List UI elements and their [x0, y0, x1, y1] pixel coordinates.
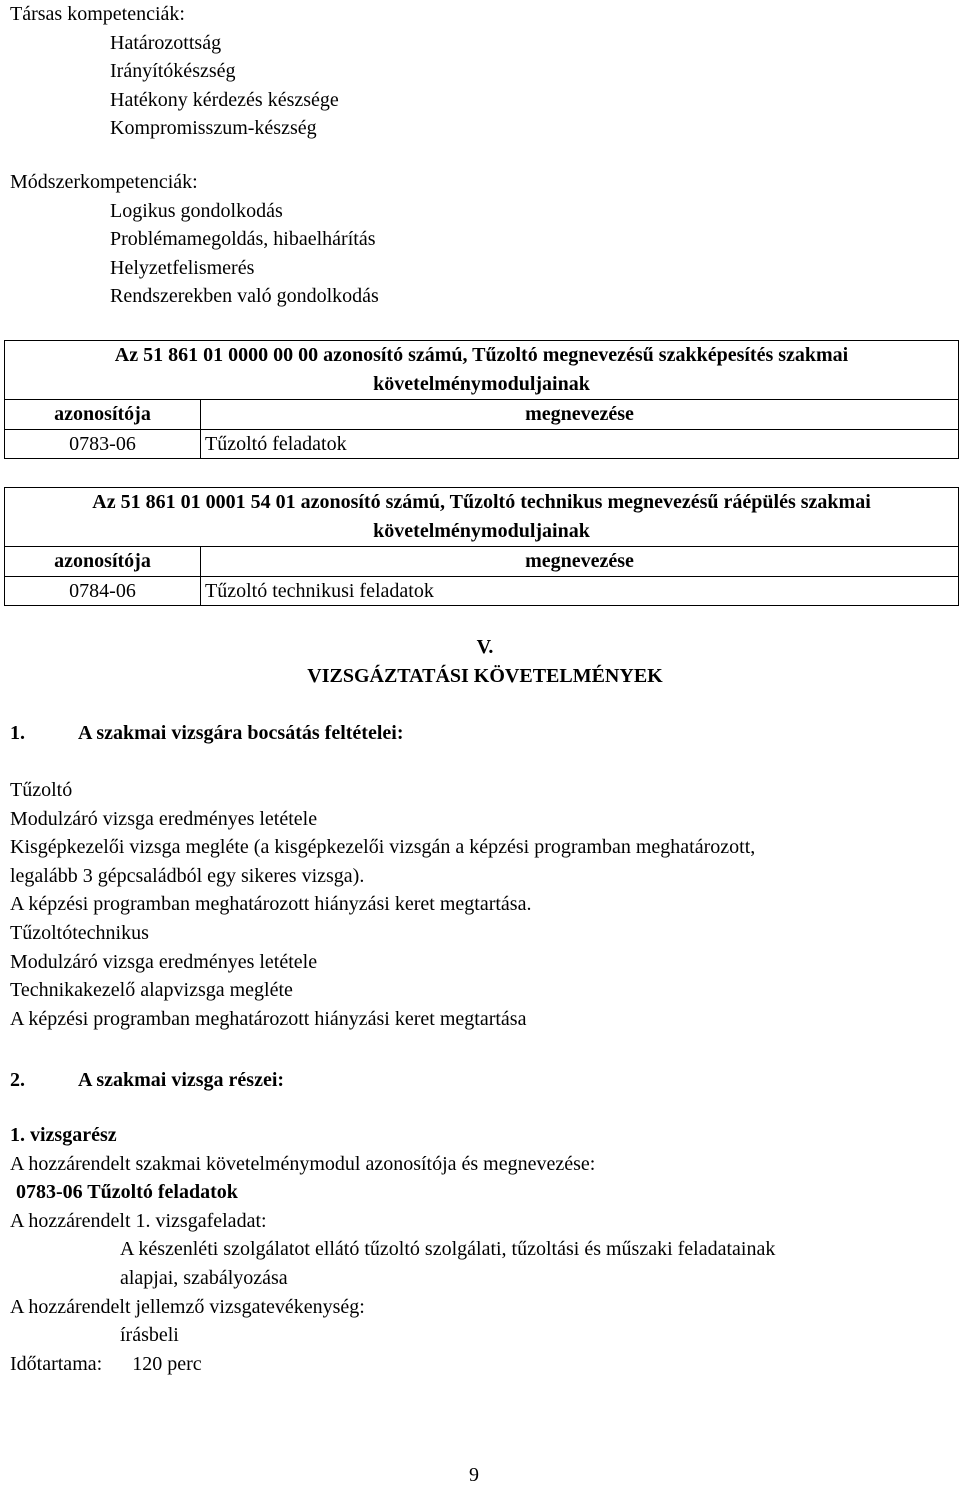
module-label: A hozzárendelt szakmai követelménymodul azonosítója és megnevezése: [10, 1152, 596, 1175]
list-item: Rendszerekben való gondolkodás [110, 285, 379, 308]
chapter-number: V. [476, 636, 494, 658]
list-item: legalább 3 gépcsaládból egy sikeres vizsga). [10, 864, 365, 887]
section-heading-1 [10, 719, 403, 748]
list-item: Modulzáró vizsga eredményes letétele [10, 950, 318, 973]
page-number: 9 [469, 1464, 479, 1486]
list-item: Technikakezelő alapvizsga megléte [10, 979, 293, 1002]
activity-label: A hozzárendelt jellemző vizsgatevékenység: [10, 1295, 365, 1318]
module-name: Tűzoltó technikusi feladatok [201, 576, 959, 606]
table-title: Az 51 861 01 0001 54 01 azonosító számú, Tűzoltó technikus megnevezésű ráépülés szakmai követelménymoduljainak [5, 488, 959, 547]
module-table-tuzolto [4, 340, 959, 459]
module-code: 0783-06 [5, 429, 201, 459]
exam-part-title: 1. vizsgarész [10, 1124, 117, 1146]
list-item: Problémamegoldás, hibaelhárítás [110, 228, 376, 251]
list-item: A képzési programban meghatározott hiányzási keret megtartása. [10, 893, 532, 916]
column-header-id: azonosítója [5, 547, 201, 577]
social-competencies [10, 0, 339, 143]
exam-part-1 [10, 1121, 775, 1378]
list-item: A képzési programban meghatározott hiányzási keret megtartása [10, 1007, 527, 1030]
requirements-list [10, 776, 755, 1033]
list-item: Kompromisszum-készség [110, 117, 317, 140]
list-item: Kisgépkezelői vizsga megléte (a kisgépkezelői vizsgán a képzési programban meghatározott, [10, 836, 756, 859]
chapter-heading [0, 633, 960, 690]
duration-value: 120 perc [132, 1352, 202, 1375]
task-label: A hozzárendelt 1. vizsgafeladat: [10, 1209, 267, 1232]
list-item: Tűzoltótechnikus [10, 921, 149, 944]
table-header-row [5, 400, 959, 430]
assigned-module: 0783-06 Tűzoltó feladatok [16, 1181, 238, 1204]
column-header-id: azonosítója [5, 400, 201, 430]
list-item: Hatékony kérdezés készsége [110, 88, 339, 111]
table-title-row [5, 488, 959, 547]
table-title-row [5, 341, 959, 400]
table-row [5, 576, 959, 606]
list-item: Logikus gondolkodás [110, 199, 283, 222]
chapter-title: VIZSGÁZTATÁSI KÖVETELMÉNYEK [307, 664, 663, 687]
column-header-name: megnevezése [201, 547, 959, 577]
method-competencies [10, 168, 379, 311]
activity-value: írásbeli [120, 1324, 179, 1347]
table-row [5, 429, 959, 459]
list-item: Tűzoltó [10, 779, 73, 801]
list-item: Irányítókészség [110, 60, 236, 83]
task-description-line-1: A készenléti szolgálatot ellátó tűzoltó szolgálati, tűzoltási és műszaki feladatainak [120, 1238, 776, 1261]
section-number: 1. [10, 722, 25, 744]
column-header-name: megnevezése [201, 400, 959, 430]
task-description-line-2: alapjai, szabályozása [120, 1266, 288, 1289]
section-number: 2. [10, 1069, 25, 1091]
module-code: 0784-06 [5, 576, 201, 606]
module-table-technikus [4, 487, 959, 606]
table-title: Az 51 861 01 0000 00 00 azonosító számú, Tűzoltó megnevezésű szakképesítés szakmai követelménymoduljainak [5, 341, 959, 400]
social-competencies-heading: Társas kompetenciák: [10, 3, 185, 25]
section-heading-2 [10, 1066, 284, 1095]
list-item: Határozottság [110, 31, 222, 54]
duration-label: Időtartama: [10, 1352, 103, 1375]
table-header-row [5, 547, 959, 577]
list-item: Helyzetfelismerés [110, 256, 255, 279]
section-title: A szakmai vizsga részei: [78, 1069, 285, 1091]
list-item: Modulzáró vizsga eredményes letétele [10, 807, 318, 830]
method-competencies-heading: Módszerkompetenciák: [10, 171, 198, 193]
module-name: Tűzoltó feladatok [201, 429, 959, 459]
section-title: A szakmai vizsgára bocsátás feltételei: [78, 722, 404, 744]
